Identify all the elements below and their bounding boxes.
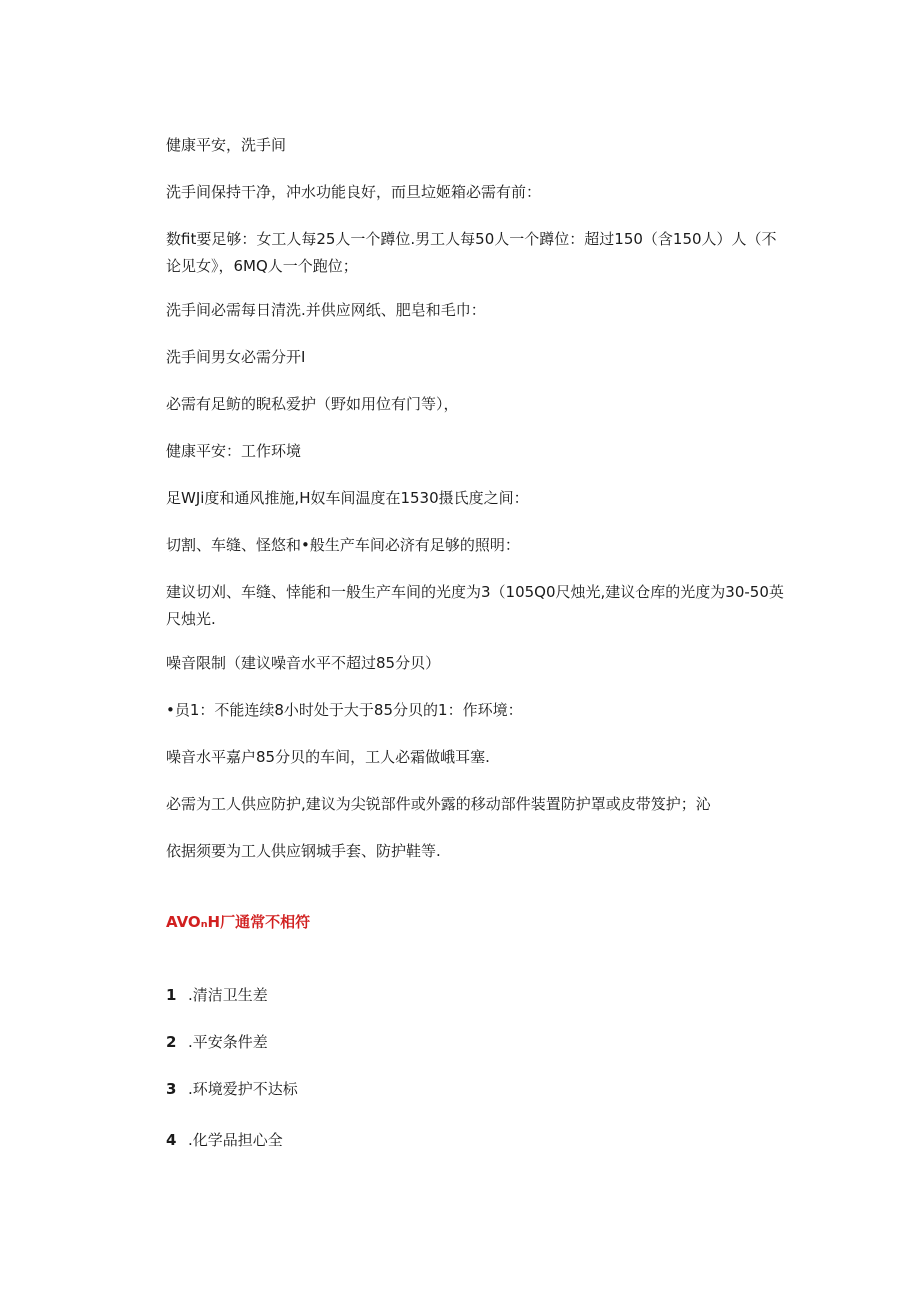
paragraph-protection-guards: 必需为工人供应防护,建议为尖锐部件或外露的移动部件装置防护罩或皮带笈护；沁 <box>166 795 711 813</box>
red-heading-noncompliance: AVOₙH厂通常不相符 <box>166 913 311 931</box>
list-item-number: 4 <box>166 1131 177 1149</box>
paragraph-protective-gear: 依据须要为工人供应钢城手套、防护鞋等. <box>166 842 441 860</box>
paragraph-restroom-daily: 洗手间必需每日清洗.并供应网纸、肥皂和毛巾： <box>166 301 486 319</box>
list-item <box>166 1079 298 1099</box>
paragraph-restroom-clean: 洗手间保持干净，冲水功能良好，而旦垃姬箱必需有前： <box>166 183 542 201</box>
paragraph-ventilation: 足WJi度和通风推施,H奴车间温度在1530摄氏度之间： <box>166 489 529 507</box>
paragraph-earplugs: 噪音水平嘉户85分贝的车间，工人必霜做峨耳塞. <box>166 748 490 766</box>
list-item-text: .环境爱护不达标 <box>188 1080 298 1098</box>
list-item-text: .清洁卫生差 <box>188 986 268 1004</box>
list-item-text: .化学品担心全 <box>188 1131 283 1149</box>
list-item-number: 1 <box>166 986 177 1004</box>
list-item-number: 2 <box>166 1033 177 1051</box>
paragraph-noise-duration: •员1：不能连续8小时处于大于85分贝的1：作环境： <box>166 701 523 719</box>
paragraph-restroom-separate: 洗手间男女必需分开I <box>166 348 306 366</box>
list-item <box>166 1032 268 1052</box>
list-item <box>166 1130 283 1150</box>
paragraph-noise-limit: 噪音限制（建议噪音水平不超过85分贝） <box>166 654 441 672</box>
paragraph-lighting: 切割、车缝、怪悠和•般生产车间必济有足够的照明： <box>166 536 520 554</box>
paragraph-restroom-count: 数fit要足够：女工人每25人一个蹲位.男工人每50人一个蹲位：超过150（含150人）人（不论见女》，6MQ人一个跑位； <box>166 230 777 275</box>
paragraph-section-title-restroom: 健康平安，洗手间 <box>166 136 287 154</box>
list-item-text: .平安条件差 <box>188 1033 268 1051</box>
paragraph-section-title-environment: 健康平安：工作环境 <box>166 442 302 460</box>
list-item-number: 3 <box>166 1080 177 1098</box>
paragraph-restroom-privacy: 必需有足鲂的睨私爱护（野如用位有门等）， <box>166 395 459 413</box>
list-item <box>166 985 268 1005</box>
paragraph-light-level: 建议切刈、车缝、悻能和一般生产车间的光度为3（105Q0尺烛光,建议仓库的光度为30-50英尺烛光. <box>166 583 784 628</box>
